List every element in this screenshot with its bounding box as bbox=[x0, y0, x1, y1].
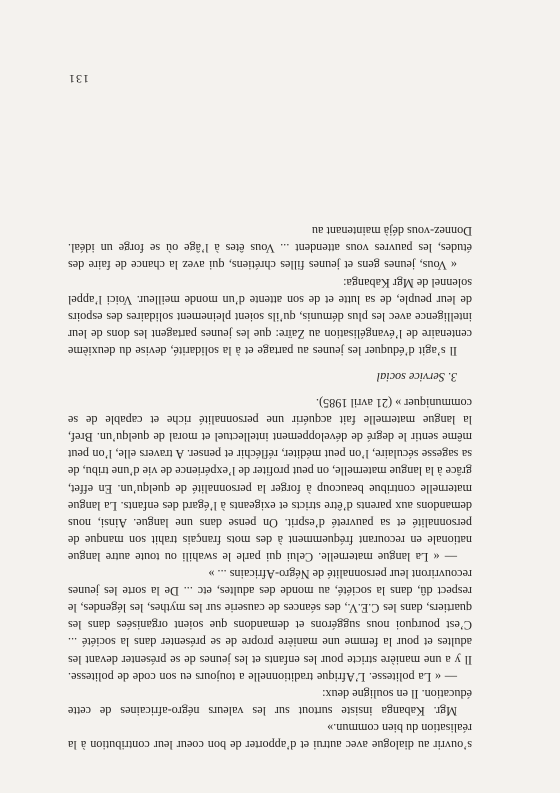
section-heading: 3. Service social bbox=[376, 370, 457, 385]
page-number: 131 bbox=[68, 72, 89, 86]
page-text bbox=[68, 222, 472, 753]
paragraph-politesse: — « La politesse. L’Afrique traditionnelle a toujours eu son code de politesse. Il y a une manière stricte pour les enfants et les jeunes de se présenter devant les adultes et pour la femme une manière propre de se présenter dans la société ... C’est pourquoi nous suggérons et demandons que soient organisées dans les quartiers, dans les C.E.V., des séances de causerie sur les mythes, les légendes, le respect dû, dans la société, au monde des adultes, etc ... De la sorte les jeunes recouvriront leur personnalité de Négro-Africains ... » bbox=[68, 567, 472, 684]
paragraph-appel: « Vous, jeunes gens et jeunes filles chrétiens, qui avez la chance de faire des études, les pauvres vous attendent ... Vous êtes à l’âge où se forge un idéal. Donnez-vous déjà maintenant au bbox=[68, 224, 472, 273]
paragraph-langue-maternelle: — « La langue maternelle. Celui qui parle le swahili ou toute autre langue nationale en recourant fréquemment à des mots français trahit son manque de personnalité et sa pauvreté d’esprit. On pense dans une langue. Ainsi, nous demandons aux parents d’être stricts et exigeants à l’égard des enfants. La langue maternelle contribue beaucoup à forger la personnalité de quelqu’un. En effet, grâce à la langue maternelle, on peut profiter de l’expérience de vie d’une tribu, de sa sagesse séculaire, l’on peut méditer, réfléchir et penser. A travers elle, l’on peut même sentir le degré de développement intellectuel et moral de quelqu’un. Bref, la langue maternelle fait acquérir une personnalité riche et capable de se communiquer » (21 avril 1985). bbox=[68, 396, 472, 564]
paragraph-intro: Mgr. Kabanga insiste surtout sur les valeurs négro-africaines de cette éducation. Il en souligne deux: bbox=[68, 686, 472, 718]
paragraph-continuation: s’ouvrir au dialogue avec autrui et d’apporter de bon coeur leur contribution à la réalisation du bien commun.» bbox=[68, 720, 472, 752]
paragraph-service-social: Il s’agit d’éduquer les jeunes au partage et à la solidarité, devise du deuxième centenaire de l’évangélisation au Zaïre: que les jeunes partagent les dons de leur intelligence avec les plus démunis, qu’ils soient pleinement solidaires des espoirs de leur peuple, de sa lutte et de son attente d’un monde meilleur. Voici l’appel solennel de Mgr Kabanga: bbox=[68, 275, 472, 358]
